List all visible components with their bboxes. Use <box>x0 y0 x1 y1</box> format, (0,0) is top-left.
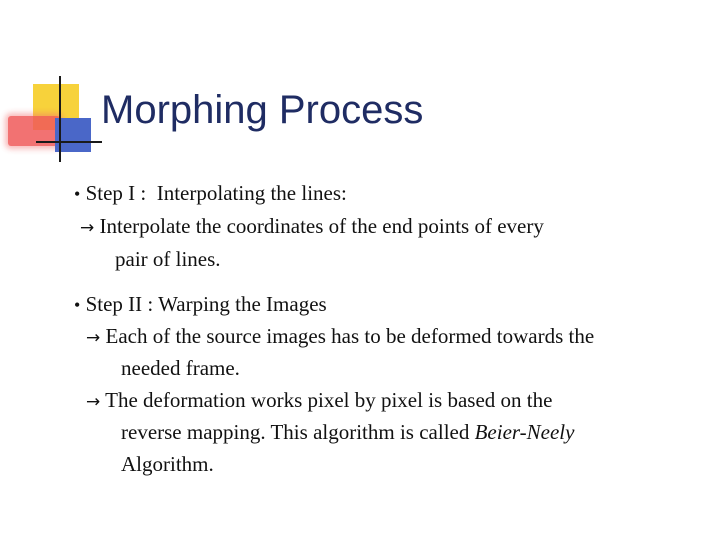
step-2-detail-1-text: Each of the source images has to be deformed towards the <box>105 324 595 348</box>
decorative-logo-icon <box>0 0 120 170</box>
step-2-detail-2-line-1 <box>86 385 552 418</box>
step-2-heading <box>74 289 327 321</box>
step-2-detail-2-text: The deformation works pixel by pixel is based on the <box>105 388 553 412</box>
logo-vertical-line <box>59 76 61 162</box>
step-2-text: Warping the Images <box>158 292 327 316</box>
step-2-separator: : <box>142 292 159 316</box>
step-1-text: Interpolating the lines: <box>156 181 347 205</box>
right-arrow-icon: → <box>86 328 101 348</box>
step-2-detail-2-line-3: Algorithm. <box>121 452 214 476</box>
step-2-detail-2-prefix: reverse mapping. This algorithm is called <box>121 420 475 444</box>
logo-horizontal-line <box>36 141 102 143</box>
slide-title: Morphing Process <box>101 88 424 132</box>
step-1-detail-line-2: pair of lines. <box>115 247 221 271</box>
algorithm-name: Beier-Neely <box>474 420 575 444</box>
bullet-icon: • <box>74 184 81 204</box>
step-2-detail-1-line-2: needed frame. <box>121 356 240 380</box>
right-arrow-icon: → <box>80 218 95 238</box>
step-1-detail-text: Interpolate the coordinates of the end points of every <box>99 214 544 238</box>
step-2-label: Step II <box>85 292 143 316</box>
step-2-detail-1-line-1 <box>86 321 594 354</box>
step-1-separator: : <box>135 181 157 205</box>
right-arrow-icon: → <box>86 392 101 412</box>
step-1-detail-line-1 <box>80 211 544 244</box>
step-1-heading <box>74 178 347 210</box>
step-1-label: Step I <box>85 181 136 205</box>
step-2-detail-2-line-2 <box>121 417 574 448</box>
bullet-icon: • <box>74 295 81 315</box>
